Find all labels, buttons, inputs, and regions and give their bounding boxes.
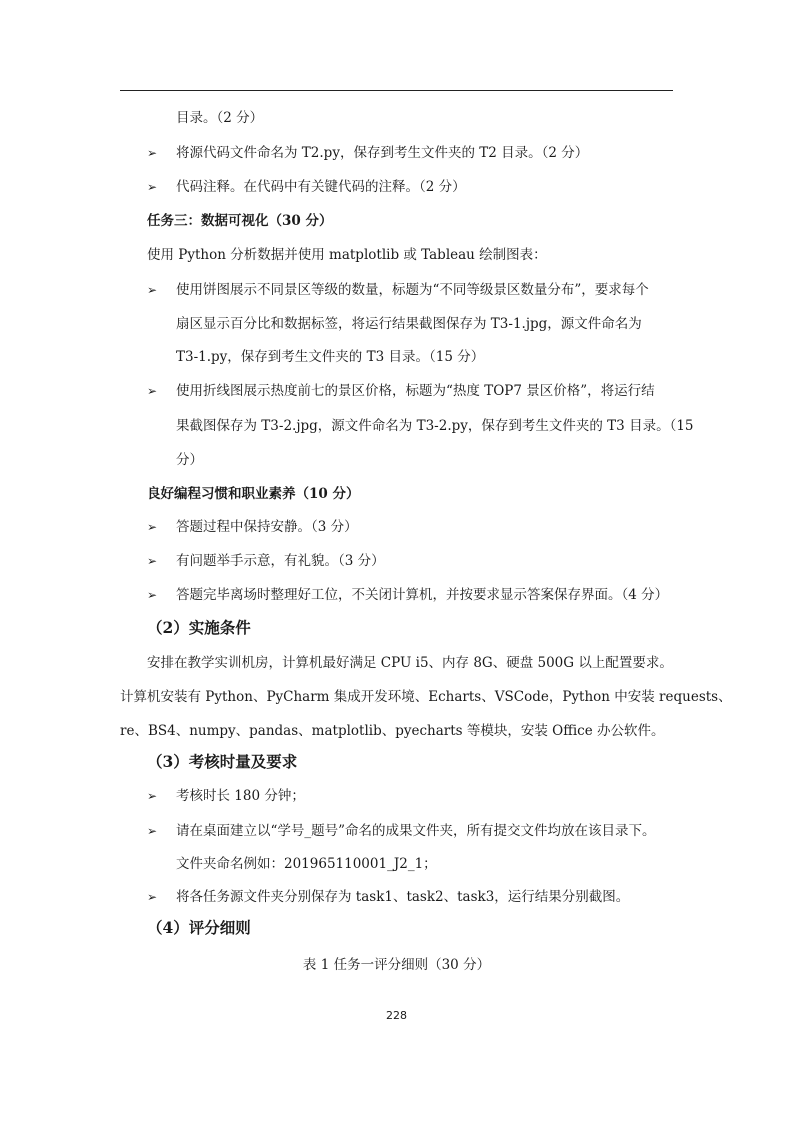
section-heading: 良好编程习惯和职业素养（10 分） (147, 486, 360, 502)
page-number: 228 (386, 1009, 407, 1022)
bullet-arrow-icon: ➢ (147, 283, 158, 297)
bullet-item: 使用饼图展示不同景区等级的数量，标题为“不同等级景区数量分布”，要求每个 (176, 282, 649, 298)
text-line: 目录。（2 分） (176, 110, 264, 126)
bullet-item-cont: 文件夹命名例如：201965110001_J2_1； (176, 856, 437, 872)
bullet-item-cont: 扇区显示百分比和数据标签，将运行结果截图保存为 T3-1.jpg，源文件命名为 (176, 316, 642, 332)
section-heading: 任务三：数据可视化（30 分） (147, 213, 333, 229)
bullet-arrow-icon: ➢ (147, 180, 158, 194)
bullet-arrow-icon: ➢ (147, 789, 158, 803)
text-line: 计算机安装有 Python、PyCharm 集成开发环境、Echarts、VSCode，Python 中安装 requests、 (120, 689, 732, 705)
bullet-item: 答题过程中保持安静。（3 分） (176, 519, 358, 535)
bullet-arrow-icon: ➢ (147, 824, 158, 838)
bullet-item: 有问题举手示意，有礼貌。（3 分） (176, 553, 385, 569)
bullet-item-cont: T3-1.py，保存到考生文件夹的 T3 目录。（15 分） (176, 349, 485, 365)
bullet-arrow-icon: ➢ (147, 146, 158, 160)
bullet-item: 代码注释。在代码中有关键代码的注释。（2 分） (176, 179, 466, 195)
bullet-item: 使用折线图展示热度前七的景区价格，标题为“热度 TOP7 景区价格”，将运行结 (176, 383, 655, 399)
bullet-arrow-icon: ➢ (147, 520, 158, 534)
bullet-arrow-icon: ➢ (147, 384, 158, 398)
bullet-arrow-icon: ➢ (147, 588, 158, 602)
bullet-item-cont: 分） (176, 452, 203, 468)
text-line: 使用 Python 分析数据并使用 matplotlib 或 Tableau 绘制图表： (147, 247, 547, 263)
header-rule (120, 90, 673, 91)
bullet-item: 请在桌面建立以“学号_题号”命名的成果文件夹，所有提交文件均放在该目录下。 (176, 823, 656, 839)
bullet-item: 考核时长 180 分钟； (176, 788, 305, 804)
bullet-item: 答题完毕离场时整理好工位，不关闭计算机，并按要求显示答案保存界面。（4 分） (176, 587, 669, 603)
subsection-heading: （2）实施条件 (147, 618, 251, 637)
subsection-heading: （3）考核时量及要求 (147, 752, 298, 771)
text-line: 安排在教学实训机房，计算机最好满足 CPU i5、内存 8G、硬盘 500G 以上配置要求。 (147, 655, 673, 671)
bullet-item: 将各任务源文件夹分别保存为 task1、task2、task3，运行结果分别截图。 (176, 889, 630, 905)
text-line: re、BS4、numpy、pandas、matplotlib、pyecharts 等模块，安装 Office 办公软件。 (120, 723, 665, 739)
subsection-heading: （4）评分细则 (147, 918, 251, 937)
bullet-arrow-icon: ➢ (147, 890, 158, 904)
bullet-item-cont: 果截图保存为 T3-2.jpg，源文件命名为 T3-2.py，保存到考生文件夹的 T3 目录。（15 (176, 418, 694, 434)
bullet-arrow-icon: ➢ (147, 554, 158, 568)
table-caption: 表 1 任务一评分细则（30 分） (302, 957, 491, 973)
bullet-item: 将源代码文件命名为 T2.py，保存到考生文件夹的 T2 目录。（2 分） (176, 145, 589, 161)
